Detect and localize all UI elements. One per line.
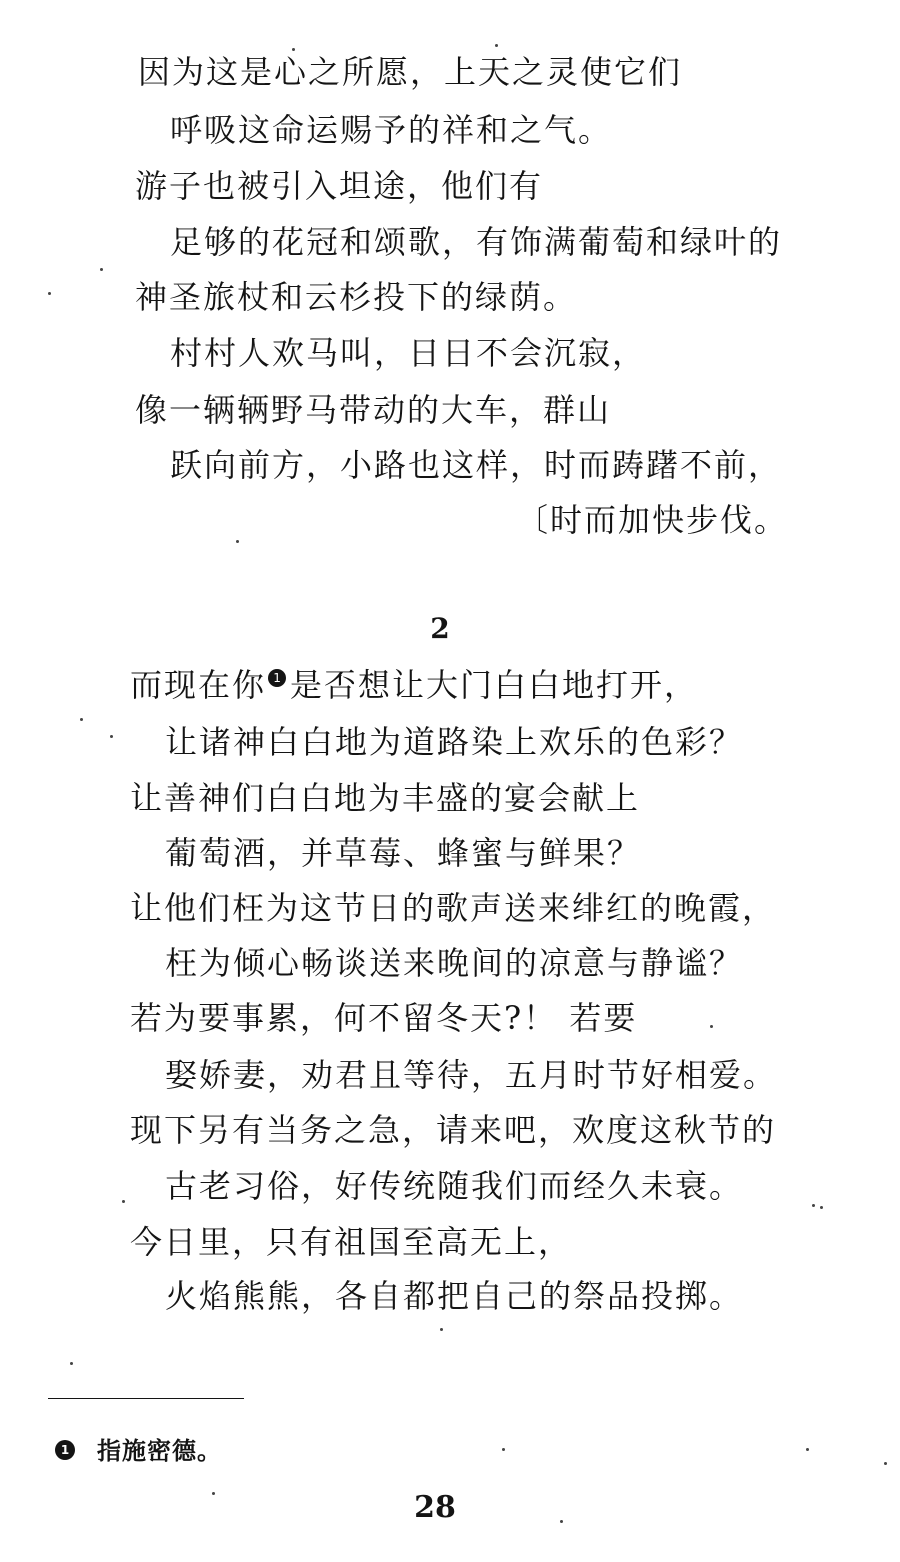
page-number: 28 [414,1490,456,1525]
scan-speck [440,1328,443,1331]
scan-speck [806,1448,809,1451]
poem-line: 游子也被引入坦途，他们有 [135,167,544,205]
scan-speck [710,1025,713,1028]
poem-line: 枉为倾心畅谈送来晚间的凉意与静谧？ [165,944,744,982]
poem-line: 让善神们白白地为丰盛的宴会献上 [130,779,641,817]
scan-speck [820,1206,823,1209]
scan-speck [292,48,295,51]
poem-line: 呼吸这命运赐予的祥和之气。 [170,111,613,149]
scan-speck [70,1362,73,1365]
poem-line: 今日里，只有祖国至高无上， [130,1223,573,1261]
scan-speck [502,1448,505,1451]
scan-speck [495,44,498,47]
poem-line: 因为这是心之所愿，上天之灵使它们 [138,53,683,91]
footnote [55,1434,222,1468]
poem-line-end: 是否想让大门白白地打开， [290,666,699,704]
poem-line: 跃向前方，小路也这样，时而踌躇不前， [170,446,783,484]
footnote-marker-icon: 1 [268,669,286,687]
poem-line: 村村人欢马叫，日日不会沉寂， [170,334,647,372]
scan-speck [812,1204,815,1207]
poem-line: 足够的花冠和颂歌，有饰满葡萄和绿叶的 [170,223,783,261]
poem-line-start: 而现在你 [130,666,267,704]
scan-speck [560,1520,563,1523]
section-number: 2 [430,612,450,645]
scan-speck [100,268,103,271]
poem-line: 娶娇妻，劝君且等待，五月时节好相爱。 [165,1056,778,1094]
scan-speck [122,1200,125,1203]
scan-speck [236,540,239,543]
footnote-text: 指施密德。 [97,1436,222,1465]
poem-line: 若为要事累，何不留冬天?！ 若要 [130,999,638,1037]
scan-speck [80,718,83,721]
scan-speck [48,292,51,295]
poem-line [130,665,698,705]
scan-speck [212,1492,215,1495]
footnote-divider [48,1398,244,1399]
scan-speck [884,1462,887,1465]
poem-line: 像一辆辆野马带动的大车，群山 [135,391,612,429]
poem-line: 火焰熊熊，各自都把自己的祭品投掷。 [165,1277,744,1315]
poem-line: 古老习俗，好传统随我们而经久未衰。 [165,1167,744,1205]
poem-line: 神圣旅杖和云杉投下的绿荫。 [135,278,578,316]
footnote-marker-icon: 1 [55,1440,75,1460]
poem-line: 现下另有当务之急，请来吧，欢度这秋节的 [130,1111,777,1149]
poem-line: 让他们枉为这节日的歌声送来绯红的晚霞， [130,889,777,927]
poem-line: 〔时而加快步伐。 [516,501,789,539]
poem-line: 让诸神白白地为道路染上欢乐的色彩？ [165,723,744,761]
scan-speck [110,735,113,738]
poem-line: 葡萄酒，并草莓、蜂蜜与鲜果？ [165,834,642,872]
